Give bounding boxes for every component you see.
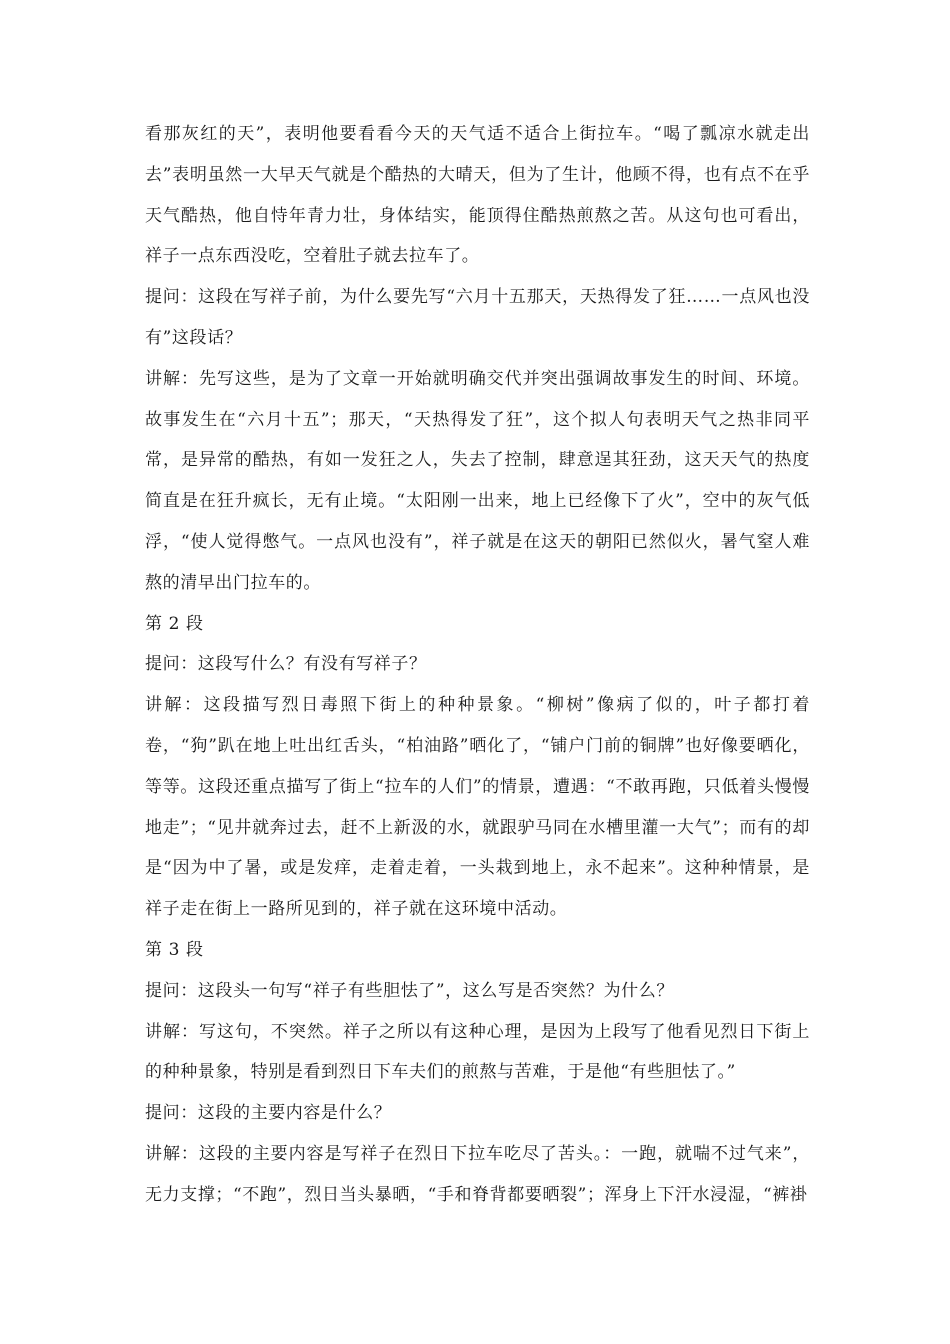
paragraph-explanation-2: 讲解：这段描写烈日毒照下街上的种种景象。“柳树”像病了似的，叶子都打着卷，“狗”趴在地上吐出红舌头，“柏油路”晒化了，“铺户门前的铜牌”也好像要晒化，等等。这段还重点描写了街上“拉车的人们”的情景，遭遇：“不敢再跑，只低着头慢慢地走”；“见井就奔过去，赶不上新汲的水，就跟驴马同在水槽里灌一大气”；而有的却是“因为中了暑，或是发痒，走着走着，一头栽到地上，永不起来”。这种种情景，是祥子走在街上一路所见到的，祥子就在这环境中活动。 bbox=[145, 695, 810, 920]
paragraph-explanation-3: 讲解：写这句，不突然。祥子之所以有这种心理，是因为上段写了他看见烈日下街上的种种景象，特别是看到烈日下车夫们的煎熬与苦难，于是他“有些胆怯了。” bbox=[145, 1021, 810, 1083]
paragraph-question-1: 提问：这段在写祥子前，为什么要先写“六月十五那天，天热得发了狂……一点风也没有”这段话？ bbox=[145, 287, 810, 348]
document-body bbox=[145, 114, 810, 1216]
paragraph-explanation-1: 讲解：先写这些，是为了文章一开始就明确交代并突出强调故事发生的时间、环境。故事发生在“六月十五”；那天，“天热得发了狂”，这个拟人句表明天气之热非同平常，是异常的酷热，有如一发狂之人，失去了控制，肆意逞其狂劲，这天天气的热度简直是在狂升疯长，无有止境。“太阳刚一出来，地上已经像下了火”，空中的灰气低浮，“使人觉得憋气。一点风也没有”，祥子就是在这天的朝阳已然似火，暑气窒人难熬的清早出门拉车的。 bbox=[145, 368, 810, 593]
section-heading-3: 第 3 段 bbox=[145, 939, 204, 960]
paragraph-analysis-continued: 看那灰红的天”，表明他要看看今天的天气适不适合上街拉车。“喝了瓢凉水就走出去”表明虽然一大早天气就是个酷热的大晴天，但为了生计，他顾不得，也有点不在乎天气酷热，他自恃年青力壮，身体结实，能顶得住酷热煎熬之苦。从这句也可看出，祥子一点东西没吃，空着肚子就去拉车了。 bbox=[145, 124, 810, 267]
paragraph-question-2: 提问：这段写什么？有没有写祥子？ bbox=[145, 654, 427, 675]
paragraph-question-3: 提问：这段头一句写“祥子有些胆怯了”，这么写是否突然？为什么？ bbox=[145, 980, 674, 1001]
paragraph-explanation-4: 讲解：这段的主要内容是写祥子在烈日下拉车吃尽了苦头。：一跑，就喘不过气来”，无力支撑；“不跑”，烈日当头暴晒，“手和脊背都要晒裂”；浑身上下汗水浸湿，“裤褂 bbox=[145, 1143, 810, 1205]
paragraph-question-4: 提问：这段的主要内容是什么？ bbox=[145, 1103, 392, 1124]
section-heading-2: 第 2 段 bbox=[145, 613, 204, 634]
